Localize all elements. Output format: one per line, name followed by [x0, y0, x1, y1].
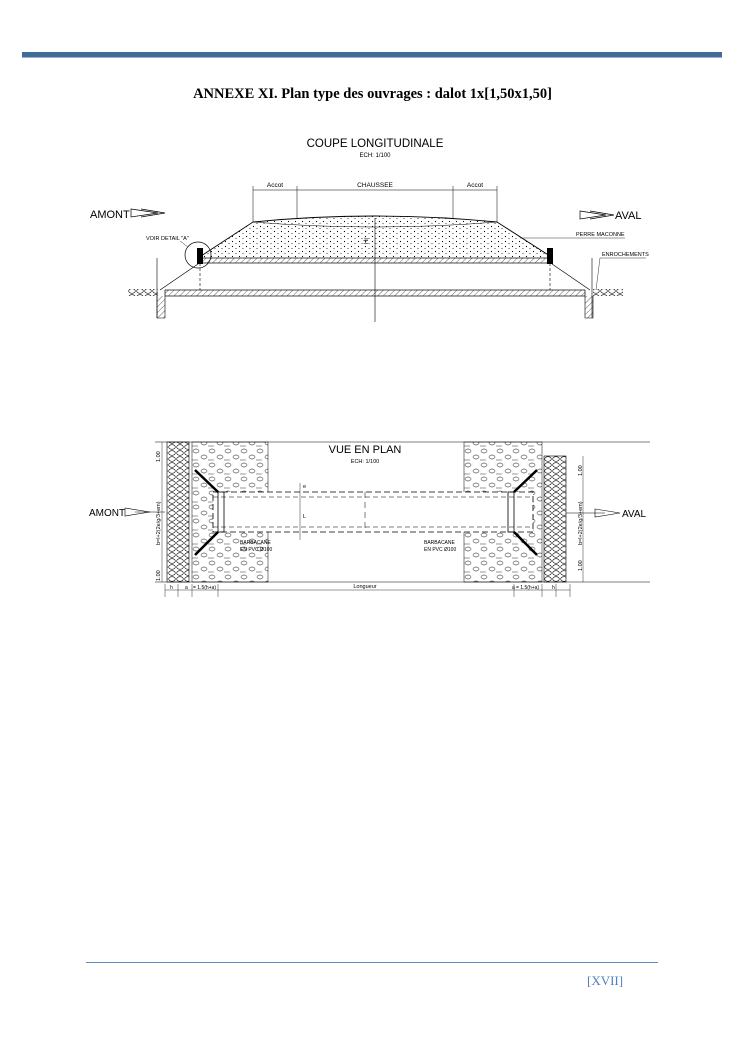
riprap-strip-right	[544, 456, 566, 582]
perre-label: PERRE MACONNE	[576, 232, 625, 238]
left-headwall	[197, 248, 203, 264]
barbacane-left-1: BARBACANE	[240, 540, 271, 546]
plan-scale: ECH: 1/100	[350, 459, 380, 465]
amont-label: AMONT	[90, 209, 130, 221]
right-dim-bot: 1.00	[578, 560, 584, 571]
section-scale: ECH: 1/100	[359, 153, 391, 159]
right-toe	[585, 296, 593, 318]
accot-left-label: Accot	[266, 182, 284, 189]
left-slope	[160, 264, 198, 290]
annex-title: ANNEXE XI. Plan type des ouvrages : dalot 1x[1,50x1,50]	[193, 86, 552, 102]
culvert-outline	[213, 492, 533, 532]
left-toe	[157, 296, 165, 318]
left-dim-bot: 1.00	[156, 570, 162, 581]
page-number: [XVII]	[587, 973, 624, 988]
right-dim-mid: b=l+2(2e/g/3+em)	[578, 501, 584, 545]
plan-aval-arrow-icon	[566, 509, 620, 517]
barbacane-left-2: EN PVC Ø100	[240, 547, 273, 553]
embankment-fill	[198, 216, 553, 258]
right-headwall	[547, 248, 553, 264]
bottom-left-dim: = 1.5(h+a)	[193, 585, 217, 591]
e-dim-label: e	[303, 484, 307, 490]
footer-rule	[86, 962, 658, 963]
enrochements-label: ENROCHEMENTS	[602, 252, 649, 258]
plan-amont-label: AMONT	[89, 508, 126, 519]
hr-label: Hr	[364, 237, 370, 244]
plan-view	[89, 442, 650, 597]
right-slope	[552, 264, 590, 290]
a-right: a	[512, 585, 515, 591]
riprap-right	[593, 289, 623, 296]
bottom-right-dim: = 1.5(h+a)	[516, 585, 540, 591]
a-left: a	[185, 585, 188, 591]
chaussee-label: CHAUSSEE	[357, 182, 393, 189]
aval-arrow-icon	[580, 211, 614, 219]
aval-label: AVAL	[615, 210, 642, 222]
right-dim-top: 1.00	[578, 465, 584, 476]
enrochements-leader	[596, 258, 600, 290]
barbacane-right-1: BARBACANE	[424, 540, 455, 546]
culvert-top-slab	[200, 258, 552, 263]
h-right: h	[552, 585, 555, 591]
plan-aval-label: AVAL	[622, 509, 647, 520]
detail-label: VOIR DETAIL "A"	[146, 236, 189, 242]
accot-right-label: Accot	[466, 182, 484, 189]
left-dim-top: 1.00	[156, 451, 162, 462]
left-dim-mid: b=l+2(2e/g/3+em)	[156, 501, 162, 545]
barbacane-right-2: EN PVC Ø100	[424, 547, 457, 553]
riprap-strip-left	[167, 442, 189, 582]
longitudinal-section	[90, 138, 649, 322]
plan-heading: VUE EN PLAN	[328, 444, 402, 456]
section-heading: COUPE LONGITUDINALE	[306, 138, 444, 150]
longueur-label: Longueur	[353, 584, 377, 590]
h-left: h	[170, 585, 173, 591]
riprap-left	[128, 289, 158, 296]
l-dim-label: L	[303, 514, 307, 520]
amont-arrow-icon	[131, 209, 165, 217]
